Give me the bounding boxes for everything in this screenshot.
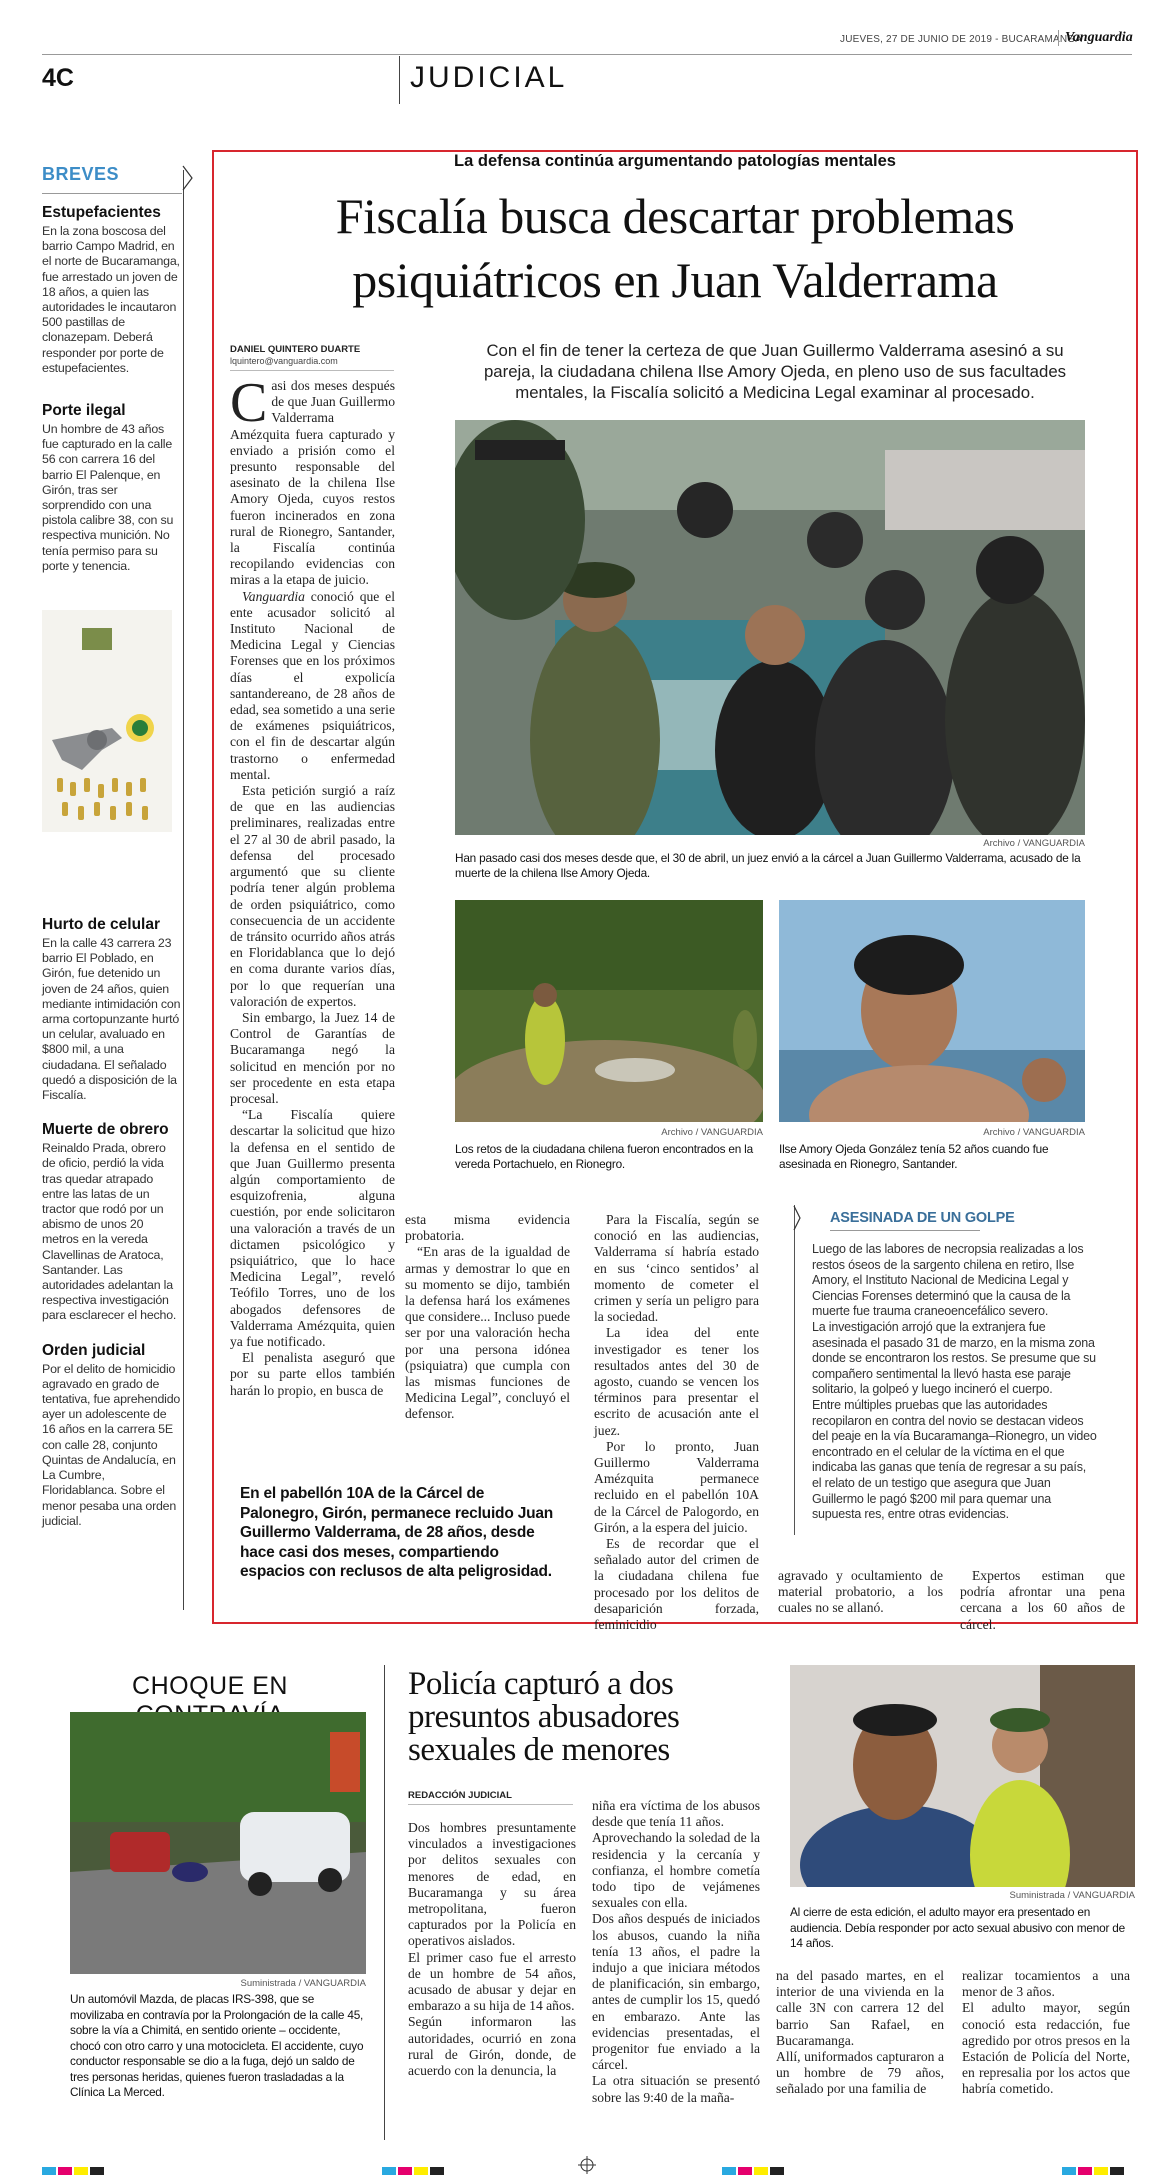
breve-title: Orden judicial xyxy=(42,1341,146,1359)
policia-credit: Suministrada / VANGUARDIA xyxy=(1009,1890,1135,1901)
main-body-col3 xyxy=(594,1212,759,1633)
choque-title: CHOQUE EN xyxy=(132,1672,288,1700)
crosshair-icon xyxy=(578,2156,596,2174)
breves-sidebar xyxy=(42,164,182,574)
color-registration-bar xyxy=(42,2160,1132,2170)
section-title: JUDICIAL xyxy=(410,61,568,94)
photo-main-credit: Archivo / VANGUARDIA xyxy=(983,838,1085,849)
body-paragraph: asi dos meses después de que Juan Guillermo Valderrama Amézquita fuera capturado y enviado a prisión como el presunto responsable del asesinato de la chilena Ilse Amory Ojeda, cuyos restos fueron incinerados en zona rural de Rionegro, Santander, la Fiscalía continúa recopilando evidencias con miras a la etapa de juicio. xyxy=(230,378,395,588)
sidebar-divider xyxy=(183,170,184,1610)
main-body-col1 xyxy=(230,372,395,1399)
choque-caption: Un automóvil Mazda, de placas IRS-398, que se movilizaba en contravía por la Prolongación de la calle 45, sobre la vía a Chimitá, en sentido oriente – occidente, chocó con otro carro y una motocicleta. El accidente, cuyo conductor responsable se dio a la fuga, dejó un saldo de tres personas heridas, quienes fueron trasladadas a la Clínica La Merced. xyxy=(70,1992,364,2099)
brand-logo: Vanguardia xyxy=(1058,30,1133,46)
breve-text: Un hombre de 43 años fue capturado en la calle 56 con carrera 16 del barrio El Palenque, en Girón, tras ser sorprendido con una pistola calibre 38, con su respectiva munición. No tenía permiso para su porte y tenencia. xyxy=(42,422,174,573)
body-paragraph: conoció que el ente acusador solicitó al Instituto Nacional de Medicina Legal y Ciencias Forenses que en los próximos días el expolicía santandereano, de 28 años de edad, sea sometido a una serie de exámenes psiquiátricos, con el fin de descartar algún trastorno o enfermedad mental. xyxy=(230,588,395,782)
breve-item xyxy=(42,916,182,1103)
captured-man-photo xyxy=(790,1665,1135,1887)
photo-right-caption: Ilse Amory Ojeda González tenía 52 años cuando fue asesinada en Rionegro, Santander. xyxy=(779,1142,1049,1171)
folio-line xyxy=(840,34,1082,45)
breve-text: En la zona boscosa del barrio Campo Madrid, en el norte de Bucaramanga, fue arrestado un joven de 18 años, a quien las autoridades le incautaron 500 pastillas de clonazepam. Deberá responder por porte de estupefacientes. xyxy=(42,224,180,375)
choque-divider xyxy=(384,1665,385,2140)
pullquote: En el pabellón 10A de la Cárcel de Palonegro, Girón, permanece recluido Juan Guillermo Valderrama, de 28 años, desde hace casi dos meses, compartiendo espacios con reclusos de alta peligrosidad. xyxy=(240,1485,554,1580)
body-paragraph: La idea del ente investigador es tener los resultados antes del 30 de agosto, cuando se vencen los términos para presentar el escrito de acusación ante el juez. xyxy=(594,1325,759,1438)
photo-crash xyxy=(70,1712,366,1974)
policia-caption: Al cierre de esta edición, el adulto mayor era presentado en audiencia. Debía responder por acto sexual abusivo con menor de 14 años. xyxy=(790,1905,1125,1950)
breve-item xyxy=(42,1342,182,1529)
box-title: ASESINADA DE UN GOLPE xyxy=(830,1210,1015,1226)
body-paragraph: “En aras de la igualdad de armas y demostrar lo que en su momento se dijo, también la defensa hará los exámenes que considere... Incluso puede ser por una valoración hecha por una persona idónea (psiquiatra) que cumpla con las mismas funciones de Medicina Legal”, concluyó el defensor. xyxy=(405,1244,570,1422)
page-number: 4C xyxy=(42,64,74,92)
chevron-bracket-icon xyxy=(786,1205,802,1235)
policia-headline: Policía capturó a dos presuntos abusadores sexuales de menores xyxy=(408,1666,680,1768)
body-paragraph: agravado y ocultamiento de material probatorio, a los cuales no se allanó. xyxy=(778,1568,943,1616)
breve-text: En la calle 43 carrera 23 barrio El Poblado, en Girón, fue detenido un joven de 24 años, quien mediante intimidación con arma cortopunzante hurtó un celular, avaluado en $800 mil, a una ciudadana. El señalado quedó a disposición de la Fiscalía. xyxy=(42,936,181,1103)
breve-title: Hurto de celular xyxy=(42,916,160,933)
breve-item xyxy=(42,1121,182,1323)
bracket-box-line xyxy=(794,1205,795,1535)
body-paragraph: El penalista aseguró que por su parte ellos también harán lo propio, en busca de xyxy=(230,1350,395,1398)
policia-col2: niña era víctima de los abusos desde que tenía 11 años. Aprovechando la soledad de la residencia y la cercanía y confianza, el hombre cometía todo tipo de vejámenes sexuales con ella. Dos años después de iniciados los abusos, cuando la niña tenía 13 años, el padre la indujo a que iniciara métodos de planificación, sin embargo, antes de cumplir los 15, quedó en embarazo. Ante las evidencias presentadas, el progenitor fue enviado a la cárcel. La otra situación se presentó sobre las 9:40 de la maña- xyxy=(592,1798,760,2105)
breve-title: Muerte de obrero xyxy=(42,1121,169,1139)
main-body-col5 xyxy=(960,1568,1125,1633)
main-body-col2 xyxy=(405,1212,570,1423)
breves-sidebar-lower xyxy=(42,916,182,1529)
policia-col3: na del pasado martes, en el interior de una vivienda en la calle 3N con carrera 12 del barrio San Rafael, en Bucaramanga. Allí, uniformados capturaron a un hombre de 79 años, señalado por una familia de xyxy=(776,1968,944,2097)
header-rule xyxy=(42,54,1132,55)
body-paragraph: Expertos estiman que podría afrontar una pena cercana a los 60 años de cárcel. xyxy=(960,1568,1125,1632)
policia-col4: realizar tocamientos a una menor de 3 años. El adulto mayor, según conoció esta redacción, fue agredido por otros presos en la Estación de Policía del Norte, en represalia por los actos que habría cometido. xyxy=(962,1968,1130,2097)
headline-line-2: psiquiátricos en Juan Valderrama xyxy=(352,252,998,308)
photo-captured-man xyxy=(790,1665,1135,1887)
byline-email: lquintero@vanguardia.com xyxy=(230,356,338,366)
breves-photo-gun xyxy=(42,610,172,832)
box-text: Luego de las labores de necropsia realizadas a los restos óseos de la sargento chilena en retiro, Ilse Amory, el Instituto Nacional de Medicina Legal y Ciencias Forenses determinó que la causa de la muerte fue trauma craneoencefálico severo. La investigación arrojó que la extranjera fue asesinada el pasado 31 de marzo, en la misma zona donde se encontraron los restos. Se presume que su compañero sentimental la llevó hasta ese paraje solitario, la golpeó y luego incineró el cuerpo. Entre múltiples pruebas que las autoridades recopilaron en contra del novio se destacan videos del peaje en la vía Bucaramanga–Rionegro, un video encontrado en el celular de la víctima en el que indicaba las ganas que tenía de regresar a su país, el relato de un testigo que asegura que Juan Guillermo le pagó $200 mil para quemar una supuesta res, entre otras evidencias. xyxy=(812,1242,1097,1522)
photo-right-credit: Archivo / VANGUARDIA xyxy=(983,1127,1085,1138)
breve-title: Porte ilegal xyxy=(42,402,126,420)
breve-title: Estupefacientes xyxy=(42,204,161,221)
chevron-bracket-icon xyxy=(176,164,196,194)
photo-main-arrest xyxy=(455,420,1085,835)
crash-scene-photo xyxy=(70,1712,366,1974)
breve-text: Por el delito de homicidio agravado en grado de tentativa, fue aprehendido ayer un adolescente de 16 años en la carrera 5E con calle 28, conjunto Quintas de Andalucía, en La Cumbre, Floridablanca. Sobre el menor pesaba una orden judicial. xyxy=(42,1361,181,1528)
photo-left-credit: Archivo / VANGUARDIA xyxy=(661,1127,763,1138)
section-divider xyxy=(399,56,400,104)
body-paragraph: Es de recordar que el señalado autor del crimen de la ciudadana chilena fue procesado por los delitos de desaparición forzada, feminicidio xyxy=(594,1536,759,1633)
kicker: La defensa continúa argumentando patologías mentales xyxy=(454,152,896,170)
main-body-col4 xyxy=(778,1568,943,1617)
breve-item xyxy=(42,402,182,574)
policia-col1: Dos hombres presuntamente vinculados a investigaciones por delitos sexuales con menores de edad, en Bucaramanga y su área metropolitana, fueron capturados por la Policía en operativos aislados. El primer caso fue el arresto de un hombre de 54 años, acusado de abusar y dejar en embarazo a su hija de 14 años. Según informaron las autoridades, ocurrió en zona rural de Girón, donde, de acuerdo con la denuncia, la xyxy=(408,1820,576,2079)
dropcap: C xyxy=(230,372,268,434)
body-paragraph-em: Vanguardia xyxy=(242,588,305,604)
body-paragraph: Sin embargo, la Juez 14 de Control de Garantías de Bucaramanga negó la solicitud en mención por no ser procedente en esta etapa procesal. xyxy=(230,1009,395,1106)
headline-line-1: Fiscalía busca descartar problemas xyxy=(335,188,1015,244)
photo-main-caption: Han pasado casi dos meses desde que, el 30 de abril, un juez envió a la cárcel a Juan Guillermo Valderrama, acusado de la muerte de la chilena Ilse Amory Ojeda. xyxy=(455,851,1081,880)
portrait-photo xyxy=(779,900,1085,1122)
revolver-and-bullets-icon xyxy=(42,610,172,832)
choque-credit: Suministrada / VANGUARDIA xyxy=(240,1978,366,1989)
forest-scene-photo xyxy=(455,900,763,1122)
lead-paragraph: Con el fin de tener la certeza de que Juan Guillermo Valderrama asesinó a su pareja, la ciudadana chilena Ilse Amory Ojeda, en pleno uso de sus facultades mentales, la Fiscalía solicitó a Medicina Legal examinar al procesado. xyxy=(483,341,1067,402)
photo-left-caption: Los retos de la ciudadana chilena fueron encontrados en la vereda Portachuelo, en Rionegro. xyxy=(455,1142,753,1171)
breve-text: Reinaldo Prada, obrero de oficio, perdió la vida tras quedar atrapado entre las latas de un tractor que rodó por un abismo de unos 20 metros en la vereda Clavellinas de Aratoca, Santander. Las autoridades adelantan la respectiva investigación para esclarecer el hecho. xyxy=(42,1141,177,1323)
body-paragraph: “La Fiscalía quiere descartar la solicitud que hizo la defensa en el sentido de que Juan Guillermo presenta algún comportamiento de esquizofrenia, alguna cuestión, por ende solicitaron una valoración a través de un dictamen psicológico y psiquiátrico, que lo hace Medicina Legal”, reveló Teófilo Torres, uno de los abogados defensores de Valderrama Amézquita, quien ya fue notificado. xyxy=(230,1107,395,1349)
body-paragraph: Esta petición surgió a raíz de que en las audiencias preliminares, realizadas entre el 27 al 30 de abril pasado, la defensa del procesado argumentó que su cliente podría tener algún problema de orden psiquiátrico, como consecuencia de un accidente de tránsito ocurrido años atrás en Floridablanca que lo dejó en coma durante varios días, por lo que requerían una valoración de expertos. xyxy=(230,783,395,1009)
photo-remains-site xyxy=(455,900,763,1122)
body-paragraph: Por lo pronto, Juan Guillermo Valderrama Amézquita permanece recluido en el pabellón 10A de la Cárcel de Palogordo, en Girón, a la espera del juicio. xyxy=(594,1438,759,1535)
body-paragraph: Para la Fiscalía, según se conoció en las audiencias, Valderrama sí habría estado en sus ‘cinco sentidos’ al momento de cometer el crimen y sería un peligro para la sociedad. xyxy=(594,1212,759,1325)
body-paragraph: esta misma evidencia probatoria. xyxy=(405,1212,570,1244)
photo-victim xyxy=(779,900,1085,1122)
policia-byline: REDACCIÓN JUDICIAL xyxy=(408,1790,512,1801)
folio-date: JUEVES, 27 DE JUNIO DE 2019 - BUCARAMANGA xyxy=(840,34,1083,45)
breve-item xyxy=(42,204,182,376)
arrest-scene-photo xyxy=(455,420,1085,835)
byline: DANIEL QUINTERO DUARTE xyxy=(230,344,361,355)
breves-heading: BREVES xyxy=(42,164,120,184)
